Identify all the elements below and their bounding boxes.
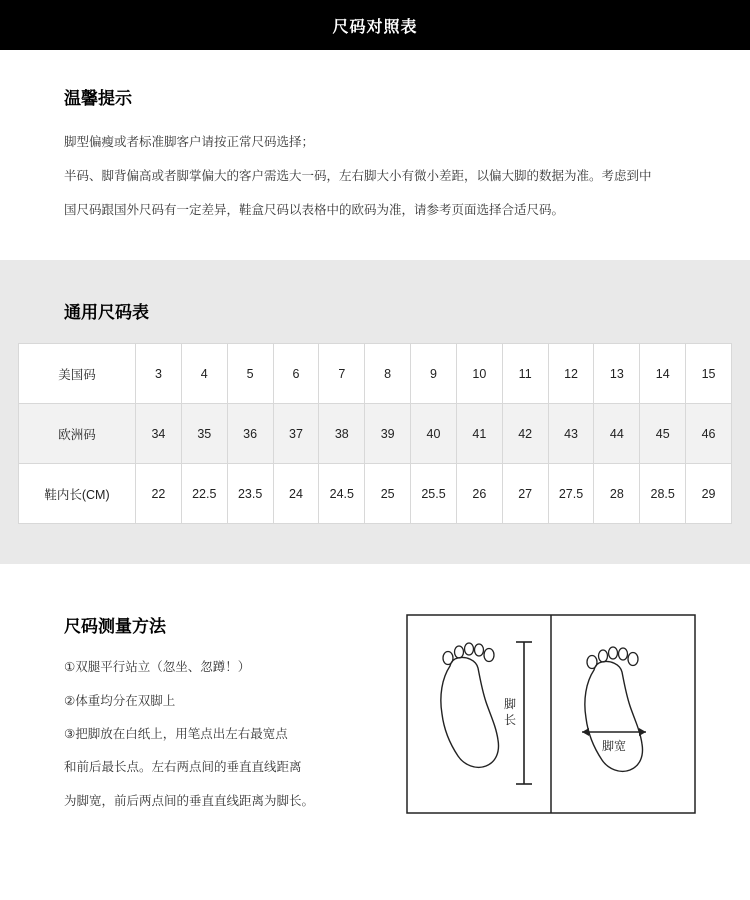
table-cell: 39 [365, 404, 411, 464]
table-cell: 24.5 [319, 464, 365, 524]
tips-title: 温馨提示 [64, 89, 132, 108]
measurement-section [0, 564, 750, 822]
page-title: 尺码对照表 [332, 18, 418, 36]
table-row [19, 344, 732, 404]
table-cell: 15 [686, 344, 732, 404]
table-cell: 29 [686, 464, 732, 524]
table-cell: 28 [594, 464, 640, 524]
table-cell: 5 [227, 344, 273, 404]
measurement-line: ①双腿平行站立（忽坐、忽蹲！） [64, 660, 251, 675]
table-cell: 45 [640, 404, 686, 464]
measurement-line: 为脚宽，前后两点间的垂直直线距离为脚长。 [64, 793, 315, 808]
table-cell: 12 [548, 344, 594, 404]
table-cell: 43 [548, 404, 594, 464]
table-cell: 14 [640, 344, 686, 404]
foot-width-label: 脚宽 [601, 739, 627, 754]
table-cell: 8 [365, 344, 411, 404]
table-cell: 46 [686, 404, 732, 464]
row-header-insole: 鞋内长(CM) [19, 464, 136, 524]
size-chart-section [0, 260, 750, 564]
row-header-us: 美国码 [19, 344, 136, 404]
measurement-line: ③把脚放在白纸上，用笔点出左右最宽点 [64, 727, 288, 741]
foot-length-label-char1: 脚 [503, 697, 517, 712]
measurement-line: 和前后最长点。左右两点间的垂直直线距离 [64, 760, 302, 775]
page-header [0, 0, 750, 50]
table-cell: 10 [456, 344, 502, 404]
measurement-line: ②体重均分在双脚上 [64, 693, 176, 708]
table-cell: 41 [456, 404, 502, 464]
measurement-text-block [64, 612, 394, 822]
foot-length-label-char2: 长 [503, 713, 517, 728]
table-cell: 25.5 [411, 464, 457, 524]
measurement-title: 尺码测量方法 [64, 617, 166, 637]
size-chart-title: 通用尺码表 [64, 303, 149, 323]
tips-line: 国尺码跟国外尺码有一定差异，鞋盒尺码以表格中的欧码为准，请参考页面选择合适尺码。 [64, 202, 565, 217]
tips-body [64, 131, 686, 222]
table-cell: 7 [319, 344, 365, 404]
table-cell: 40 [411, 404, 457, 464]
table-cell: 6 [273, 344, 319, 404]
table-cell: 37 [273, 404, 319, 464]
size-chart-table [18, 343, 732, 524]
table-cell: 24 [273, 464, 319, 524]
table-cell: 25 [365, 464, 411, 524]
table-cell: 23.5 [227, 464, 273, 524]
table-row [19, 464, 732, 524]
table-cell: 9 [411, 344, 457, 404]
table-cell: 38 [319, 404, 365, 464]
table-cell: 3 [136, 344, 182, 404]
table-cell: 4 [181, 344, 227, 404]
table-row [19, 404, 732, 464]
tips-line: 半码、脚背偏高或者脚掌偏大的客户需选大一码，左右脚大小有微小差距，以偏大脚的数据为准。考虑到中 [64, 168, 652, 183]
table-cell: 34 [136, 404, 182, 464]
table-cell: 42 [502, 404, 548, 464]
measurement-diagram [406, 614, 696, 814]
table-cell: 36 [227, 404, 273, 464]
table-cell: 13 [594, 344, 640, 404]
table-cell: 27.5 [548, 464, 594, 524]
tips-section [0, 50, 750, 260]
table-cell: 26 [456, 464, 502, 524]
row-header-eu: 欧洲码 [19, 404, 136, 464]
table-cell: 22.5 [181, 464, 227, 524]
table-cell: 44 [594, 404, 640, 464]
table-cell: 11 [502, 344, 548, 404]
table-cell: 35 [181, 404, 227, 464]
tips-line: 脚型偏瘦或者标准脚客户请按正常尺码选择； [64, 135, 315, 149]
table-cell: 27 [502, 464, 548, 524]
table-cell: 22 [136, 464, 182, 524]
table-cell: 28.5 [640, 464, 686, 524]
